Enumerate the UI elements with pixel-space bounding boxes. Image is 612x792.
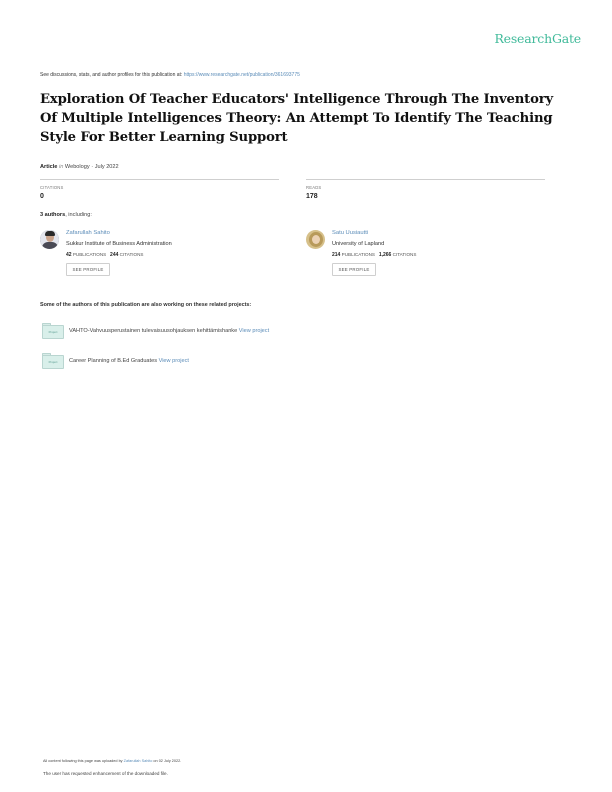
project-folder-icon: [42, 323, 64, 339]
publication-url-link[interactable]: https://www.researchgate.net/publication/361693775: [183, 72, 300, 78]
publications-label: PUBLICATIONS: [72, 252, 107, 257]
journal-name: Webology: [64, 164, 90, 170]
reads-divider: [306, 179, 545, 180]
citations-label: CITATIONS: [119, 252, 144, 257]
publications-count: 42: [66, 252, 72, 258]
upload-suffix: on 02 July 2022.: [152, 759, 182, 763]
reads-label: READS: [306, 185, 322, 190]
publications-count: 214: [332, 252, 341, 258]
project-item: [42, 353, 442, 369]
project-name: Career Planning of B.Ed Graduates: [69, 358, 157, 364]
intro-line: [40, 72, 300, 78]
publications-label: PUBLICATIONS: [341, 252, 375, 257]
citations-stat: [40, 185, 64, 200]
citations-label: CITATIONS: [392, 252, 417, 257]
avatar[interactable]: [40, 230, 59, 249]
reads-value: 178: [306, 193, 318, 200]
view-project-link[interactable]: View project: [238, 328, 270, 334]
avatar[interactable]: [306, 230, 325, 249]
project-folder-icon: [42, 353, 64, 369]
intro-text: See discussions, stats, and author profiles for this publication at:: [40, 72, 184, 78]
publication-date: July 2022: [94, 164, 119, 170]
publication-meta: [40, 164, 119, 170]
in-label: in: [58, 164, 64, 170]
upload-prefix: All content following this page was uploaded by: [43, 759, 124, 763]
see-profile-button[interactable]: SEE PROFILE: [66, 263, 110, 276]
citations-count: 1,266: [378, 252, 392, 258]
related-projects-heading: Some of the authors of this publication are also working on these related projects:: [40, 302, 252, 308]
authors-count: 3 authors: [40, 212, 66, 218]
project-item: [42, 323, 442, 339]
citations-label: CITATIONS: [40, 185, 64, 190]
upload-note: [43, 759, 181, 763]
folder-label: Project: [48, 330, 58, 334]
researchgate-logo[interactable]: ResearchGate: [494, 31, 581, 46]
publication-title: Exploration Of Teacher Educators' Intelligence Through The Inventory Of Multiple Intelligences Theory: An Attempt To Identify The Teaching Style For Better Learning Support: [40, 92, 554, 145]
publication-type: Article: [40, 164, 58, 170]
author-institution: Sukkur Institute of Business Administration: [66, 241, 172, 247]
citations-count: 244: [110, 252, 119, 258]
author-name-link[interactable]: Zafarullah Sahito: [66, 230, 110, 236]
enhancement-note: The user has requested enhancement of the downloaded file.: [43, 771, 168, 776]
view-project-link[interactable]: View project: [158, 358, 189, 364]
author-stats: [66, 252, 286, 258]
see-profile-button[interactable]: SEE PROFILE: [332, 263, 376, 276]
uploader-link[interactable]: Zafarullah Sahito: [123, 759, 153, 763]
author-stats: [332, 252, 552, 258]
project-name: VAHTO-Vahvuusperustainen tulevaisuusohjauksen kehittämishanke: [69, 328, 238, 334]
folder-label: Project: [48, 360, 58, 364]
citations-divider: [40, 179, 279, 180]
authors-suffix: , including:: [65, 212, 92, 218]
author-name-link[interactable]: Satu Uusiautti: [332, 230, 369, 236]
reads-stat: [306, 185, 321, 200]
authors-heading: [40, 212, 92, 218]
meta-separator: ·: [91, 164, 94, 170]
citations-value: 0: [40, 193, 44, 200]
author-institution: University of Lapland: [332, 241, 385, 247]
